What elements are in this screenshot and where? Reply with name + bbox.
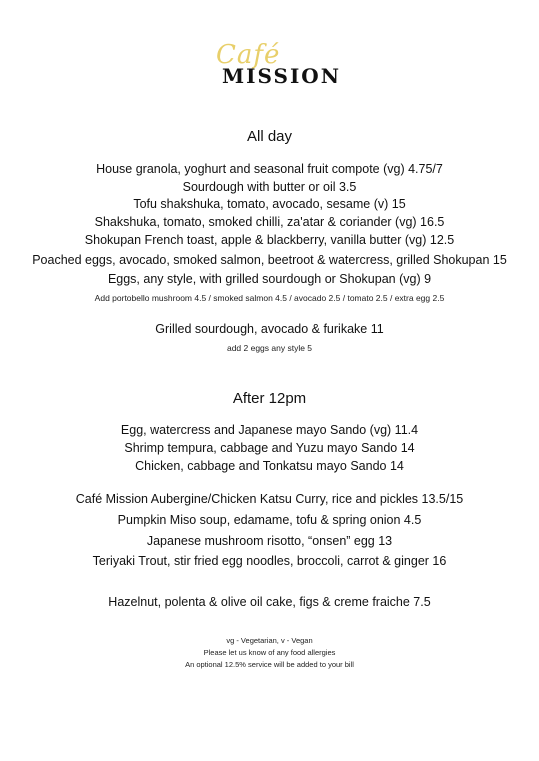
menu-item: Pumpkin Miso soup, edamame, tofu & spring onion 4.5 [117, 513, 422, 527]
menu-item: Shokupan French toast, apple & blackberry, vanilla butter (vg) 12.5 [84, 233, 455, 247]
section-title-after-12pm: After 12pm [232, 390, 307, 407]
section-title-all-day: All day [246, 128, 293, 145]
menu-item: Shrimp tempura, cabbage and Yuzu mayo Sando 14 [124, 441, 415, 455]
menu-item: Grilled sourdough, avocado & furikake 11 [155, 322, 384, 336]
menu-item: Chicken, cabbage and Tonkatsu mayo Sando 14 [135, 459, 404, 473]
menu-item: Eggs, any style, with grilled sourdough or Shokupan (vg) 9 [107, 272, 432, 286]
cafe-mission-logo [0, 36, 539, 92]
logo-wordmark: MISSION [222, 64, 341, 88]
menu-item: Café Mission Aubergine/Chicken Katsu Curry, rice and pickles 13.5/15 [75, 492, 464, 506]
footer-diet-key: vg - Vegetarian, v - Vegan [226, 636, 313, 645]
menu-item: House granola, yoghurt and seasonal fruit compote (vg) 4.75/7 [96, 162, 443, 176]
menu-item: Teriyaki Trout, stir fried egg noodles, broccoli, carrot & ginger 16 [92, 554, 447, 568]
grilled-addon-note: add 2 eggs any style 5 [226, 343, 313, 353]
eggs-addons-note: Add portobello mushroom 4.5 / smoked salmon 4.5 / avocado 2.5 / tomato 2.5 / extra egg 2.5 [94, 293, 445, 303]
menu-item: Egg, watercress and Japanese mayo Sando (vg) 11.4 [120, 423, 419, 437]
menu-item: Tofu shakshuka, tomato, avocado, sesame (v) 15 [133, 197, 406, 211]
menu-item-dessert: Hazelnut, polenta & olive oil cake, figs & creme fraiche 7.5 [108, 595, 431, 609]
footer-allergy-note: Please let us know of any food allergies [203, 648, 336, 657]
menu-item: Poached eggs, avocado, smoked salmon, beetroot & watercress, grilled Shokupan 15 [32, 253, 507, 267]
menu-item: Shakshuka, tomato, smoked chilli, za'atar & coriander (vg) 16.5 [94, 215, 445, 229]
menu-item: Japanese mushroom risotto, “onsen” egg 13 [146, 534, 393, 548]
logo-script-text: Café [216, 40, 281, 70]
menu-item: Sourdough with butter or oil 3.5 [182, 180, 357, 194]
footer-service-note: An optional 12.5% service will be added to your bill [185, 660, 354, 669]
